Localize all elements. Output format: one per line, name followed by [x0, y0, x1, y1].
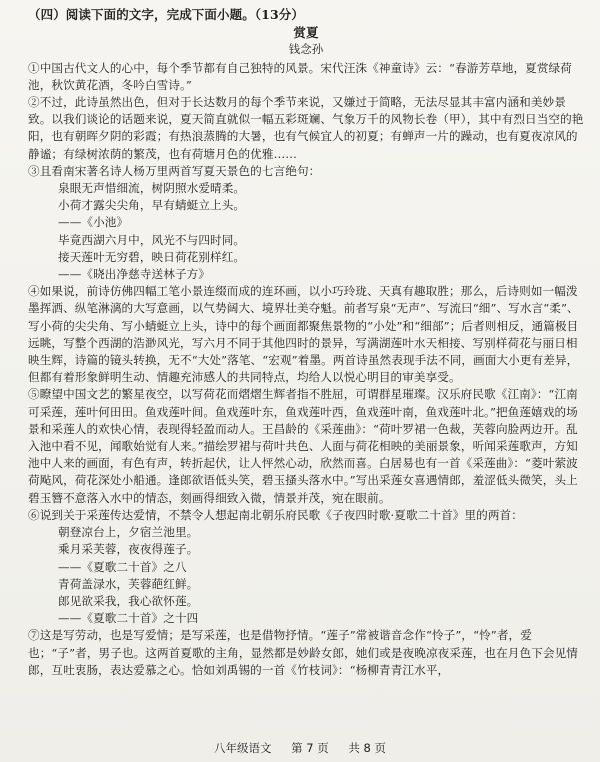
paragraph-3-intro: ③且看南宋著名诗人杨万里两首写夏天景色的七言绝句： — [28, 163, 321, 178]
poem-source: ——《夏歌二十首》之十四 — [58, 611, 199, 626]
poem-line: 朝登凉台上，夕宿兰池里。 — [58, 525, 199, 540]
poem-line: 小荷才露尖尖角，早有蜻蜓立上头。 — [58, 198, 246, 213]
poem-line: 泉眼无声惜细流，树阴照水爱晴柔。 — [58, 181, 246, 196]
poem-line: 毕竟西湖六月中，风光不与四时同。 — [58, 232, 246, 247]
poem-line: 乘月采芙蓉，夜夜得莲子。 — [58, 542, 199, 557]
footer-page-number: 第 7 页 — [291, 741, 329, 755]
poem-source: ——《小池》 — [58, 215, 129, 230]
paragraph-7: ⑦这是写劳动，也是写爱情；是写采莲，也是借物抒情。“莲子”常被谐音念作“怜子”，“怜”者，爱也；“子”者，男子也。这两首夏歌的主角，显然都是妙龄女郎，她们或是夜晚凉夜采莲，也在月色下会见情郎，互吐衷肠，表达爱慕之心。恰如刘禹锡的一首《竹枝词》：“杨柳青青江水平， — [28, 628, 578, 677]
paragraph-6-intro: ⑥说到关于采莲传达爱情，不禁令人想起南北朝乐府民歌《子夜四时歌·夏歌二十首》里的两首： — [28, 507, 523, 522]
poem-line: 青荷盖渌水，芙蓉葩红鲜。 — [58, 576, 199, 591]
footer-total-pages: 共 8 页 — [348, 741, 387, 755]
paragraph-2: ②不过，此诗虽然出色，但对于长达数月的每个季节来说，又嫌过于简略，无法尽显其丰富内涵和美妙景致。以我们谈论的话题来说，夏天简直就似一幅五彩斑斓、气象万千的风物长卷（甲），其中有烈日当空的艳阳，也有朝晖夕阴的彩霞；有热浪蒸腾的大暑，也有气候宜人的初夏；有蝉声一片的躁动，也有夏夜凉风的静谧；有绿树浓荫的繁茂，也有荷塘月色的优雅…… — [28, 95, 584, 161]
poem-source: ——《晓出净慈寺送林子方》 — [58, 267, 211, 282]
paragraph-5: ⑤瞭望中国文艺的繁星夜空，以写荷花而熠熠生辉者指不胜屈，可谓群星璀璨。汉乐府民歌《江南》：“江南可采莲，莲叶何田田。鱼戏莲叶间。鱼戏莲叶东，鱼戏莲叶西，鱼戏莲叶南，鱼戏莲叶北。”把鱼莲嬉戏的场景和采莲人的欢快心情，表现得轻盈而动人。王昌龄的《采莲曲》：“荷叶罗裙一色裁，芙蓉向脸两边开。乱入池中看不见，闻歌始觉有人来。”描绘罗裙与荷叶共色、人面与荷花相映的美丽景象，听闻采莲歌声，方知池中人来的画面，有色有声，转折起伏，让人怦然心动，欣然而喜。白居易也有一首《采莲曲》：“菱叶萦波荷飐风，荷花深处小船通。逢郎欲语低头笑，碧玉搔头落水中。”写出采莲女喜遇情郎，羞涩低头微笑，头上碧玉簪不意落入水中的情态，刻画得细致入微，情景并茂，宛在眼前。 — [28, 387, 578, 505]
paragraph-4: ④如果说，前诗仿佛四幅工笔小景连缀而成的连环画，以小巧玲珑、天真有趣取胜；那么，后诗则如一幅泼墨挥洒、纵笔淋漓的大写意画，以气势阔大、境界壮美夺魁。前者写泉“无声”、写流曰“细”、写水言“柔”、写小荷的尖尖角、写小蜻蜓立上头，诗中的每个画面都聚焦景物的“小处”和“细部”；后者则相反，通篇极目远眺，写整个西湖的浩渺风光，写六月不同于其他四时的景异，写满湖莲叶水天相接、写别样荷花与丽日相映生辉，诗篇的镜头转换，无不“大处”落笔、“宏观”着墨。两首诗虽然表现手法不同，画面大小更有差异，但都有着形象鲜明生动、情趣充沛感人的共同特点，均给人以悦心明目的审美享受。 — [28, 284, 579, 385]
poem-line: 郎见欲采我，我心欲怀莲。 — [58, 593, 199, 608]
article-author: 钱念孙 — [288, 42, 324, 57]
paragraph-1: ①中国古代文人的心中，每个季节都有自己独特的风景。宋代汪洙《神童诗》云：“春游芳草地，夏赏绿荷池，秋饮黄花酒，冬吟白雪诗。” — [28, 60, 572, 92]
article-title: 赏夏 — [293, 25, 319, 41]
poem-source: ——《夏歌二十首》之八 — [58, 559, 187, 574]
poem-line: 接天莲叶无穷碧，映日荷花别样红。 — [58, 249, 246, 264]
article-body — [28, 6, 584, 679]
page-footer — [0, 740, 600, 756]
footer-subject: 八年级语文 — [213, 741, 272, 755]
section-heading: （四）阅读下面的文字，完成下面小题。（13分） — [28, 7, 304, 22]
